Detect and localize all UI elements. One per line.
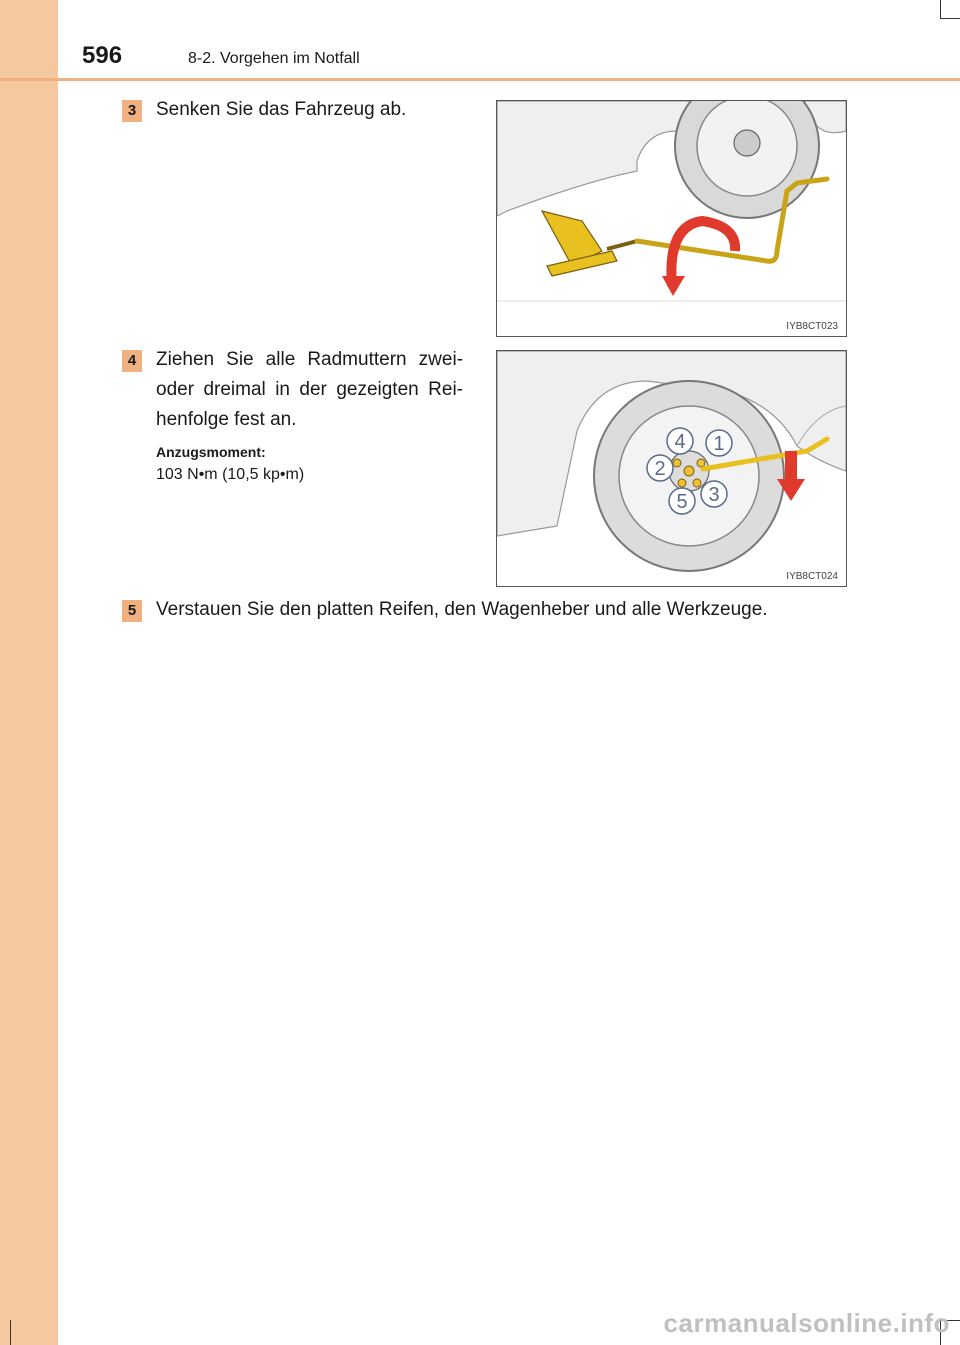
step-4-text: Ziehen Sie alle Radmuttern zwei- oder dreimal in der gezeigten Rei- henfolge fest an. <box>156 349 463 430</box>
jack-lowering-illustration <box>497 101 846 336</box>
torque-label: Anzugsmoment: <box>156 444 266 460</box>
figure-code: IYB8CT024 <box>786 571 838 582</box>
page-side-band <box>0 0 58 1345</box>
nut-number-1: 1 <box>713 433 725 455</box>
crop-mark <box>10 1320 11 1345</box>
step-3-text: Senken Sie das Fahrzeug ab. <box>156 99 407 120</box>
step-3-badge: 3 <box>122 100 142 122</box>
watermark: carmanualsonline.info <box>663 1308 950 1338</box>
step-4-badge: 4 <box>122 350 142 372</box>
nut-number-3: 3 <box>708 484 720 506</box>
step-5-badge: 5 <box>122 600 142 622</box>
figure-code: IYB8CT023 <box>786 321 838 332</box>
nut-sequence-illustration <box>497 351 846 586</box>
step-5-text: Verstauen Sie den platten Reifen, den Wagenheber und alle Werkzeuge. <box>156 599 768 620</box>
nut-number-2: 2 <box>654 458 666 480</box>
nut-number-4: 4 <box>674 431 686 453</box>
crop-mark <box>940 18 960 19</box>
torque-value: 103 N•m (10,5 kp•m) <box>156 466 305 483</box>
page-number: 596 <box>82 42 123 69</box>
crop-mark <box>940 0 941 18</box>
nut-number-5: 5 <box>676 491 688 513</box>
figure-lower-vehicle <box>496 100 847 337</box>
figure-tighten-nuts <box>496 350 847 587</box>
header-rule <box>0 78 960 81</box>
section-title: 8-2. Vorgehen im Notfall <box>188 50 360 67</box>
